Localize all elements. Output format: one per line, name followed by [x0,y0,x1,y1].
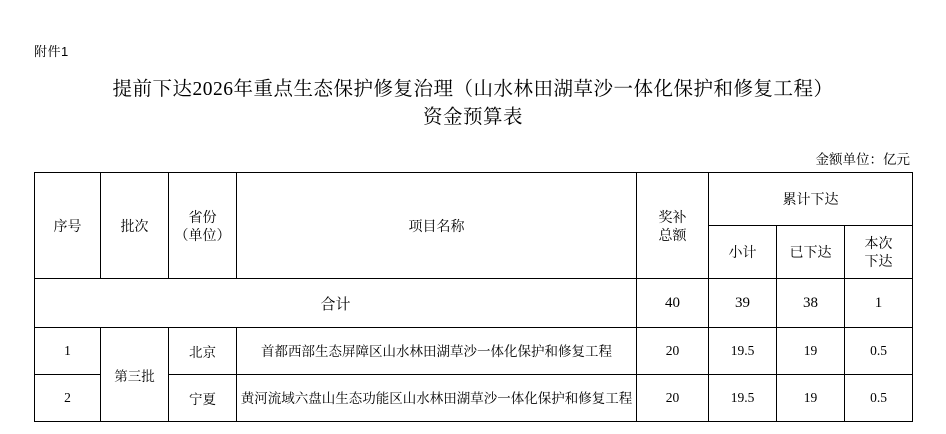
row-already-issued: 19 [777,375,845,422]
column-header-current-line1: 本次 [864,235,893,251]
total-label: 合计 [35,279,637,328]
row-province: 宁夏 [169,375,237,422]
total-subtotal: 39 [709,279,777,328]
total-current-issued: 1 [845,279,913,328]
column-header-cumulative: 累计下达 [709,173,913,226]
column-header-project-name: 项目名称 [237,173,637,279]
column-header-subsidy-line2: 总额 [658,226,687,243]
attachment-label: 附件1 [34,44,69,59]
row-already-issued: 19 [777,328,845,375]
row-project-name: 首都西部生态屏障区山水林田湖草沙一体化保护和修复工程 [237,328,637,375]
title-line-2: 资金预算表 [422,107,523,128]
total-already-issued: 38 [777,279,845,328]
column-header-already-issued: 已下达 [777,226,845,279]
table-header-row-1 [35,173,913,226]
table-row [35,328,913,375]
row-current-issued: 0.5 [845,328,913,375]
column-header-subtotal: 小计 [709,226,777,279]
column-header-subsidy-line1: 奖补 [658,208,687,225]
row-subtotal: 19.5 [709,328,777,375]
row-current-issued: 0.5 [845,375,913,422]
column-header-subsidy-total [637,173,709,279]
row-subsidy: 20 [637,328,709,375]
column-header-current-issued [845,226,913,279]
column-header-batch: 批次 [101,173,169,279]
page-title [0,76,946,132]
row-subtotal: 19.5 [709,375,777,422]
row-batch: 第三批 [101,328,169,422]
row-province: 北京 [169,328,237,375]
total-subsidy: 40 [637,279,709,328]
column-header-province-line1: 省份 [188,208,217,225]
budget-table [34,172,913,422]
column-header-seq: 序号 [35,173,101,279]
row-seq: 2 [35,375,101,422]
column-header-current-line2: 下达 [864,253,893,269]
row-seq: 1 [35,328,101,375]
column-header-province [169,173,237,279]
title-line-1: 提前下达2026年重点生态保护修复治理（山水林田湖草沙一体化保护和修复工程） [112,79,834,100]
row-project-name: 黄河流域六盘山生态功能区山水林田湖草沙一体化保护和修复工程 [237,375,637,422]
table-row-total [35,279,913,328]
amount-unit-note: 金额单位：亿元 [815,152,910,167]
column-header-province-line2: （单位） [174,226,231,243]
row-subsidy: 20 [637,375,709,422]
